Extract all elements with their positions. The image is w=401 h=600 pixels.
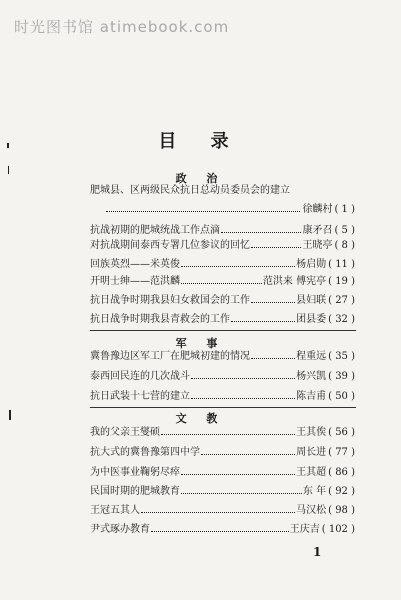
entry-author: 杨兴凯: [296, 371, 327, 382]
entry-author: 杨启勋: [296, 259, 327, 270]
toc-entry-continuation: [106, 203, 355, 217]
entry-author: 程重远: [296, 351, 327, 362]
leader-dots: [221, 224, 301, 233]
entry-title: 抗日武装十七营的建立: [90, 391, 190, 402]
section-politics: 政 治: [175, 172, 226, 185]
entry-author: 陈吉甫: [296, 391, 327, 402]
leader-dots: [201, 446, 295, 455]
leader-dots: [231, 313, 295, 322]
section-military: 军 事: [175, 337, 226, 350]
toc-entry[interactable]: [90, 485, 355, 499]
entry-author: 王庆吉: [289, 524, 320, 535]
entry-page: ( 1 ): [334, 204, 355, 215]
entry-page: ( 8 ): [334, 240, 355, 251]
toc-entry[interactable]: [90, 446, 355, 460]
entry-title: 抗日战争时期我县青救会的工作: [90, 314, 230, 325]
toc-entry[interactable]: [90, 466, 355, 480]
entry-author: 周长进: [296, 447, 327, 458]
leader-dots: [106, 203, 300, 212]
entry-author: 王其俟: [296, 427, 327, 438]
entry-page: ( 27 ): [328, 295, 355, 306]
entry-page: ( 5 ): [334, 225, 355, 236]
entry-title: 泰西回民连的几次战斗: [90, 371, 190, 382]
entry-author: 马汉松: [296, 505, 327, 516]
section-culture: 文 教: [175, 412, 226, 425]
entry-page: ( 35 ): [328, 351, 355, 362]
entry-page: ( 32 ): [328, 314, 355, 325]
leader-dots: [191, 390, 295, 399]
leader-dots: [251, 294, 295, 303]
entry-page: ( 86 ): [328, 467, 355, 478]
entry-title: 我的父亲王燮硕: [90, 427, 160, 438]
toc-entry[interactable]: [90, 504, 355, 518]
page-mark: 1: [313, 545, 322, 559]
entry-author: 东 年: [302, 486, 327, 497]
leader-dots: [141, 504, 295, 513]
entry-title: 冀鲁豫边区军工厂在肥城初建的情况: [90, 351, 250, 362]
toc-entry[interactable]: [90, 350, 355, 364]
leader-dots: [181, 466, 295, 475]
entry-page: ( 92 ): [328, 486, 355, 497]
entry-page: ( 19 ): [328, 276, 355, 287]
toc-entry[interactable]: [90, 523, 355, 537]
entry-page: ( 39 ): [328, 371, 355, 382]
toc-entry[interactable]: [90, 275, 355, 289]
entry-title: 尹式琢办教育: [90, 524, 150, 535]
leader-dots: [251, 239, 301, 248]
entry-title: 回族英烈——米英俊: [90, 259, 180, 270]
toc-entry[interactable]: [90, 426, 355, 440]
entry-author: 王其超: [296, 467, 327, 478]
entry-author: 徐麟村: [302, 204, 333, 215]
entry-page: ( 11 ): [328, 259, 355, 270]
toc-entry[interactable]: [90, 313, 355, 327]
entry-title: 抗大式的冀鲁豫第四中学: [90, 447, 200, 458]
entry-page: ( 77 ): [328, 447, 355, 458]
watermark: 时光图书馆 atimebook.com: [14, 18, 230, 36]
entry-title: 王冠五其人: [90, 505, 140, 516]
entry-page: ( 50 ): [328, 391, 355, 402]
entry-page: ( 56 ): [328, 427, 355, 438]
toc-entry[interactable]: [90, 239, 355, 253]
entry-page: ( 98 ): [328, 505, 355, 516]
toc-entry[interactable]: [90, 390, 355, 404]
section-divider: [90, 407, 356, 408]
toc-entry[interactable]: [90, 370, 355, 384]
entry-title: 抗战初期的肥城统战工作点滴: [90, 225, 220, 236]
leader-dots: [191, 370, 295, 379]
entry-author: 团县委: [296, 314, 327, 325]
toc-title: 目 录: [158, 131, 243, 152]
toc-entry[interactable]: [90, 294, 355, 308]
leader-dots: [181, 485, 302, 494]
leader-dots: [181, 258, 295, 267]
entry-title: 民国时期的肥城教育: [90, 486, 180, 497]
entry-author: 县妇联: [296, 295, 327, 306]
entry-title: 开明士绅——范洪麟: [90, 276, 180, 287]
leader-dots: [151, 523, 289, 532]
entry-page: ( 102 ): [321, 524, 355, 535]
entry-title: 为中医事业鞠躬尽瘁: [90, 467, 180, 478]
entry-author: 康矛召: [302, 225, 333, 236]
entry-author: 王晓亭: [302, 240, 333, 251]
leader-dots: [161, 426, 295, 435]
toc-entry[interactable]: [90, 224, 355, 238]
toc-entry[interactable]: [90, 184, 355, 198]
leader-dots: [251, 350, 295, 359]
leader-dots: [181, 275, 262, 284]
entry-title: 对抗战期间泰西专署几位参议的回忆: [90, 240, 250, 251]
entry-title: 肥城县、区两级民众抗日总动员委员会的建立: [90, 185, 290, 196]
section-divider: [90, 330, 356, 331]
toc-entry[interactable]: [90, 258, 355, 272]
entry-author: 范洪来 傅宪亭: [262, 276, 327, 287]
entry-title: 抗日战争时期我县妇女救国会的工作: [90, 295, 250, 306]
